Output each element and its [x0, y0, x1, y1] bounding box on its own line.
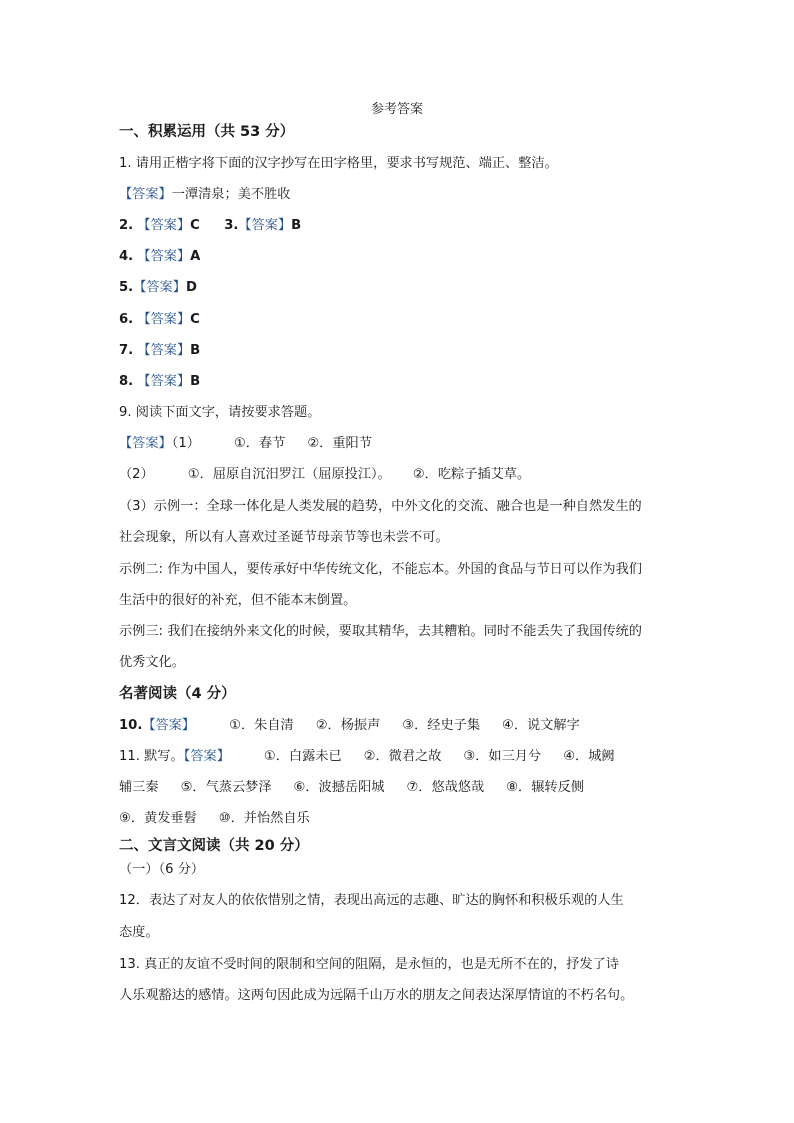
q10-number: 10.	[119, 718, 143, 733]
q11-item: ⑨．黄发垂髫	[119, 811, 197, 826]
q9-part2-a: ①．屈原自沉汨罗江（屈原投江）。	[187, 467, 391, 482]
q11-item: ①．白露未已	[263, 749, 342, 764]
q11-row1	[119, 748, 689, 766]
q6-answer: C	[190, 312, 200, 327]
q11-item: 辅三秦	[119, 780, 159, 795]
q1-answer-line	[119, 186, 689, 204]
q11-item: ③．如三月兮	[463, 749, 542, 764]
section-heading-2: 名著阅读（4 分）	[119, 686, 236, 702]
section-heading-3: 二、文言文阅读（共 20 分）	[119, 838, 309, 854]
answer-tag: 【答案】	[137, 312, 191, 327]
q5-number: 5.	[119, 280, 134, 295]
q7-answer: B	[190, 343, 201, 358]
q9-part1-label: （1）	[171, 436, 200, 451]
q9-part1-b: ②．重阳节	[307, 436, 372, 451]
answer-tag: 【答案】	[238, 218, 292, 233]
page-title: 参考答案	[370, 102, 423, 117]
q11-row2	[119, 779, 689, 797]
q9-prompt: 9. 阅读下面文字，请按要求答题。	[119, 405, 321, 420]
section-subheading: （一）（6 分）	[119, 862, 205, 877]
q2-number: 2.	[119, 218, 134, 233]
q9-part3-line1: （3）示例一：全球一体化是人类发展的趋势，中外文化的交流、融合也是一种自然发生的	[119, 499, 642, 514]
q7-number: 7.	[119, 343, 134, 358]
q11-item: ④．城阙	[563, 749, 615, 764]
answer-tag: 【答案】	[137, 343, 191, 358]
q11-item: ②．微君之故	[363, 749, 442, 764]
q8-number: 8.	[119, 374, 134, 389]
q3-number: 3.	[224, 218, 239, 233]
q6-number: 6.	[119, 312, 134, 327]
q9-part3-line2: 社会现象，所以有人喜欢过圣诞节母亲节等也未尝不可。	[119, 530, 449, 545]
q9-example3-line1: 示例三: 我们在接纳外来文化的时候，要取其精华，去其糟粕。同时不能丢失了我国传统的	[119, 624, 642, 639]
q9-example3-line2: 优秀文化。	[119, 655, 185, 670]
q4-line	[119, 248, 689, 266]
q11-row3	[119, 810, 689, 828]
q11-item: ⑥．波撼岳阳城	[293, 780, 385, 795]
q4-number: 4.	[119, 249, 134, 264]
q11-item: ⑤．气蒸云梦泽	[180, 780, 272, 795]
answer-tag: 【答案】	[119, 436, 172, 451]
answer-tag: 【答案】	[142, 718, 196, 733]
q11-item: ⑧．辗转反侧	[506, 780, 584, 795]
q5-answer: D	[185, 280, 197, 295]
q10-line	[119, 717, 689, 735]
q11-item: ⑦．悠哉悠哉	[406, 780, 485, 795]
q3-answer: B	[291, 218, 302, 233]
q13-line1: 13. 真正的友谊不受时间的限制和空间的阻隔，是永恒的，也是无所不在的，抒发了诗	[119, 957, 619, 972]
q9-part1	[119, 435, 689, 453]
q12-line2: 态度。	[119, 925, 159, 940]
q8-line	[119, 373, 689, 391]
q9-part2	[119, 466, 689, 484]
q1-answer: 一潭清泉；美不胜收	[171, 187, 291, 202]
q2-answer: C	[190, 218, 200, 233]
q10-item: ②．杨振声	[315, 718, 381, 733]
answer-tag: 【答案】	[137, 249, 191, 264]
q10-item: ④．说文解字	[502, 718, 580, 733]
q7-line	[119, 342, 689, 360]
q9-part2-label: （2）	[119, 467, 154, 482]
section-heading-1: 一、积累运用（共 53 分）	[119, 124, 295, 140]
q2-q3-line	[119, 217, 689, 235]
q9-example2-line1: 示例二: 作为中国人，要传承好中华传统文化，不能忘本。外国的食品与节日可以作为我们	[119, 562, 642, 577]
q11-prefix: 11. 默写。	[119, 749, 184, 764]
q11-item: ⑩．并怡然自乐	[218, 811, 310, 826]
q1-prompt: 1. 请用正楷字将下面的汉字抄写在田字格里，要求书写规范、端正、整洁。	[119, 156, 558, 171]
answer-tag: 【答案】	[137, 218, 191, 233]
q5-line	[119, 279, 689, 297]
answer-tag: 【答案】	[183, 749, 230, 764]
q10-item: ①．朱自清	[229, 718, 294, 733]
answer-tag: 【答案】	[133, 280, 186, 295]
q13-line2: 人乐观豁达的感情。这两句因此成为远隔千山万水的朋友之间表达深厚情谊的不朽名句。	[119, 988, 634, 1003]
answer-tag: 【答案】	[137, 374, 191, 389]
answer-tag: 【答案】	[119, 187, 172, 202]
q12-line1: 12．表达了对友人的依依惜别之情，表现出高远的志趣、旷达的胸怀和积极乐观的人生	[119, 893, 624, 908]
q6-line	[119, 311, 689, 329]
q8-answer: B	[190, 374, 201, 389]
q10-item: ③．经史子集	[402, 718, 481, 733]
q9-part2-b: ②．吃粽子插艾草。	[412, 467, 531, 482]
q4-answer: A	[190, 249, 201, 264]
q9-example2-line2: 生活中的很好的补充，但不能本末倒置。	[119, 593, 357, 608]
q9-part1-a: ①．春节	[233, 436, 286, 451]
